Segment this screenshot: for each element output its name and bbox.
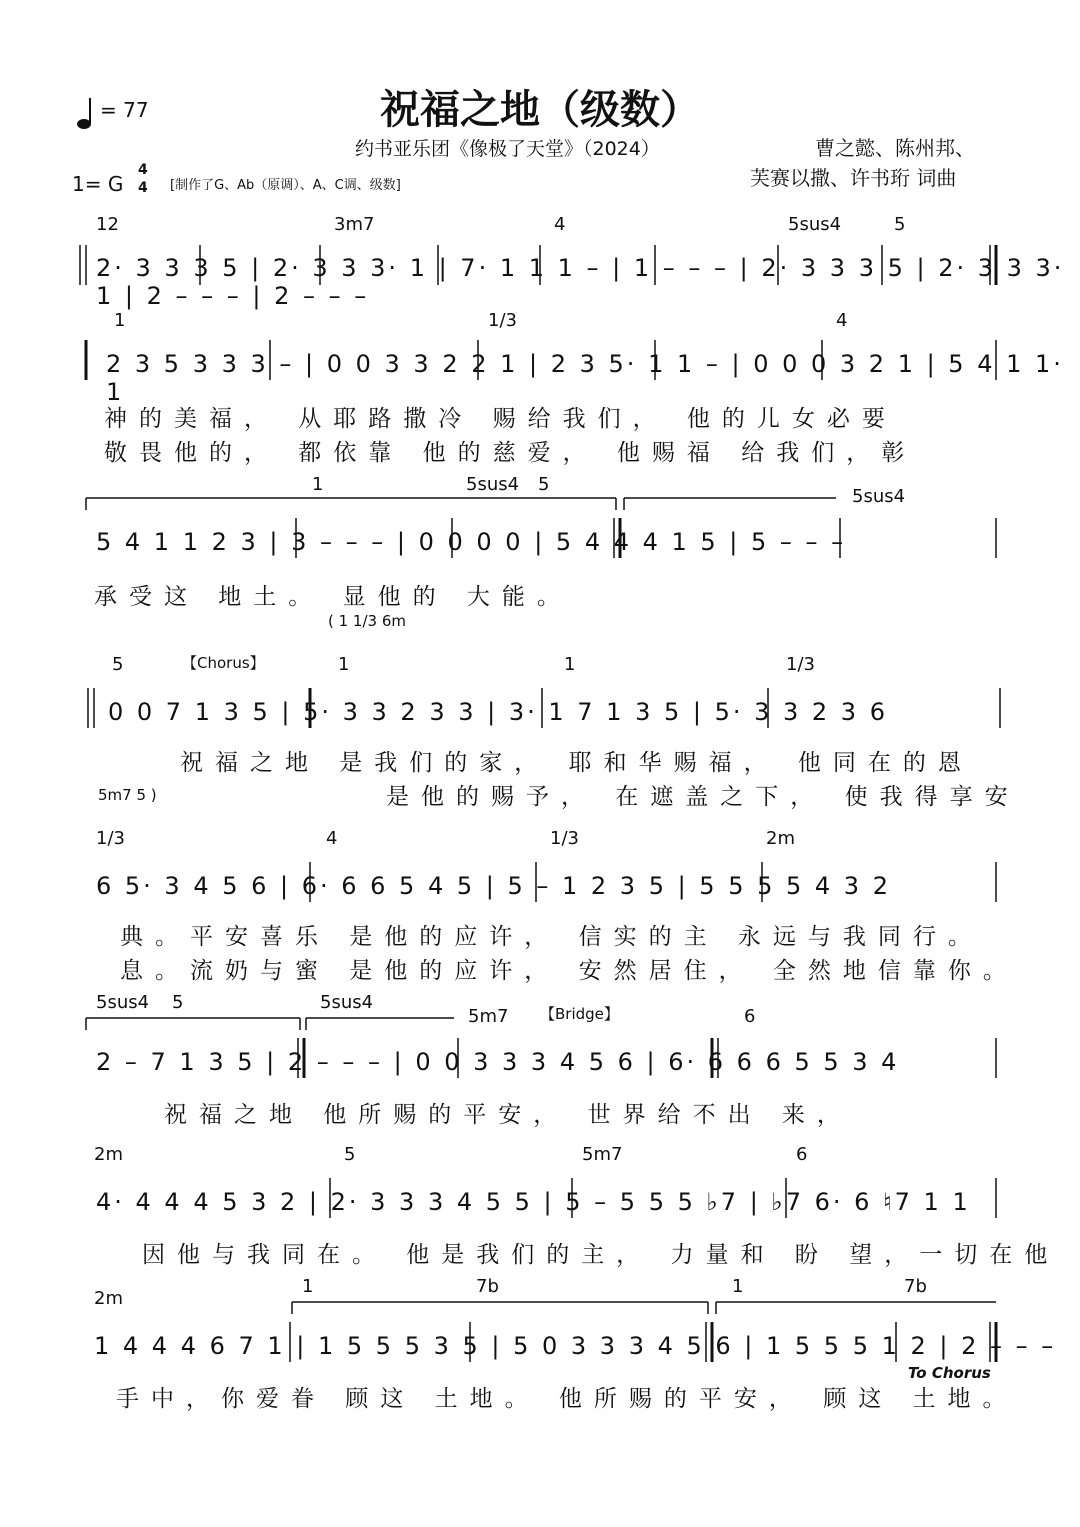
- lyric-line: 息。流奶与蜜 是他的应许， 安然居住， 全然地信靠你。: [120, 958, 1018, 984]
- alt-chords: 5m7 5 ): [98, 786, 157, 804]
- notation-row: 1 4 4 4 6 7 1 | 1 5 5 5 3 5 | 5 0 3 3 3 4 5 6 | 1 5 5 5 1 2 | 2 – – –: [94, 1332, 1057, 1360]
- notation-row: 5 4 1 1 2 3 | 3 – – – | 0 0 0 0 | 5 4 4 4 1 5 | 5 – – –: [96, 528, 847, 556]
- chord: 5sus4: [466, 474, 520, 495]
- chord: 5sus4: [788, 214, 842, 235]
- alt-chords: ( 1 1/3 6m: [328, 612, 406, 630]
- chord: 12: [96, 214, 119, 235]
- chord: 4: [836, 310, 848, 331]
- chord: 6: [796, 1144, 808, 1165]
- key-signature: 1= G: [72, 172, 124, 196]
- chord: 1/3: [786, 654, 815, 675]
- chord: 1: [338, 654, 350, 675]
- lyric-line: 承受这 地土。 显他的 大能。: [94, 584, 572, 610]
- chord: 3m7: [334, 214, 375, 235]
- notation-row: 2 3 5 3 3 3 – | 0 0 3 3 2 2 1 | 2 3 5· 1 1 – | 0 0 0 3 2 1 | 5 4 1 1· 1: [106, 350, 1064, 406]
- lyric-line: 是他的赐予， 在遮盖之下， 使我得享安: [386, 784, 1020, 810]
- chord: 4: [554, 214, 566, 235]
- composer-line-1: 曹之懿、陈州邦、: [815, 136, 975, 160]
- chord: 5m7: [582, 1144, 623, 1165]
- notation-row: 2· 3 3 3 5 | 2· 3 3 3· 1 | 7· 1 1 1 – | 1 – – – | 2· 3 3 3 5 | 2· 3 3 3· 1 | 2 – – – | 2 – – –: [96, 254, 1065, 310]
- notation-row: 6 5· 3 4 5 6 | 6· 6 6 5 4 5 | 5 – 1 2 3 5 | 5 5 5 5 4 3 2: [96, 872, 891, 900]
- chord: 5: [172, 992, 184, 1013]
- notation-row: 0 0 7 1 3 5 | 5· 3 3 2 3 3 | 3· 1 7 1 3 5 | 5· 3 3 2 3 6: [108, 698, 888, 726]
- chord: 5sus4: [852, 486, 906, 507]
- chord: 2m: [94, 1288, 123, 1309]
- chord: 7b: [904, 1276, 927, 1297]
- lyric-line: 祝福之地 是我们的家， 耶和华赐福， 他同在的恩: [180, 750, 973, 776]
- lyric-line: 典。平安喜乐 是他的应许， 信实的主 永远与我同行。: [120, 924, 983, 950]
- chord: 6: [744, 1006, 756, 1027]
- time-signature-top: 4: [138, 162, 148, 178]
- chord: 1: [732, 1276, 744, 1297]
- chord: 5sus4: [320, 992, 374, 1013]
- chord: 5: [344, 1144, 356, 1165]
- chord: 1: [564, 654, 576, 675]
- page-title: 祝福之地（级数）: [380, 87, 700, 133]
- chord: 1: [114, 310, 126, 331]
- chord: 2m: [766, 828, 795, 849]
- time-signature-bottom: 4: [138, 180, 148, 196]
- chord: 5: [112, 654, 124, 675]
- notation-row: 4· 4 4 4 5 3 2 | 2· 3 3 3 4 5 5 | 5 – 5 5 5 ♭7 | ♭7 6· 6 ♮7 1 1: [96, 1188, 971, 1216]
- chord: 5m7: [468, 1006, 509, 1027]
- lyric-line: 神的美福， 从耶路撒冷 赐给我们， 他的儿女必要: [104, 406, 897, 432]
- chord: 1/3: [96, 828, 125, 849]
- key-note: [制作了G、Ab（原调）、A、C调、级数]: [170, 178, 401, 193]
- lyric-line: 祝福之地 他所赐的平安， 世界给不出 来，: [164, 1102, 852, 1128]
- chord: 7b: [476, 1276, 499, 1297]
- subtitle: 约书亚乐团《像极了天堂》（2024）: [355, 138, 660, 160]
- chord: 5sus4: [96, 992, 150, 1013]
- chord: 1: [312, 474, 324, 495]
- to-chorus-marking: To Chorus: [908, 1364, 991, 1382]
- lyric-line: 因他与我同在。 他是我们的主， 力量和 盼 望，一切在他: [142, 1242, 1060, 1268]
- chord: 2m: [94, 1144, 123, 1165]
- lyric-line: 手中，你爱眷 顾这 土地。 他所赐的平安， 顾这 土地。: [116, 1386, 1018, 1412]
- notation-row: 2 – 7 1 3 5 | 2 – – – | 0 0 3 3 3 4 5 6 | 6· 6 6 6 5 5 3 4: [96, 1048, 900, 1076]
- tempo-marking: = 77: [100, 98, 149, 122]
- chord: 1: [302, 1276, 314, 1297]
- lyric-line: 敬畏他的， 都依靠 他的慈爱， 他赐福 给我们，彰: [104, 440, 917, 466]
- chord: 5: [894, 214, 906, 235]
- chord: 4: [326, 828, 338, 849]
- composer-line-2: 芙赛以撒、许书珩 词曲: [750, 166, 957, 190]
- section-label: 【Bridge】: [540, 1005, 619, 1023]
- chord: 1/3: [550, 828, 579, 849]
- chord: 5: [538, 474, 550, 495]
- section-label: 【Chorus】: [182, 654, 265, 672]
- chord: 1/3: [488, 310, 517, 331]
